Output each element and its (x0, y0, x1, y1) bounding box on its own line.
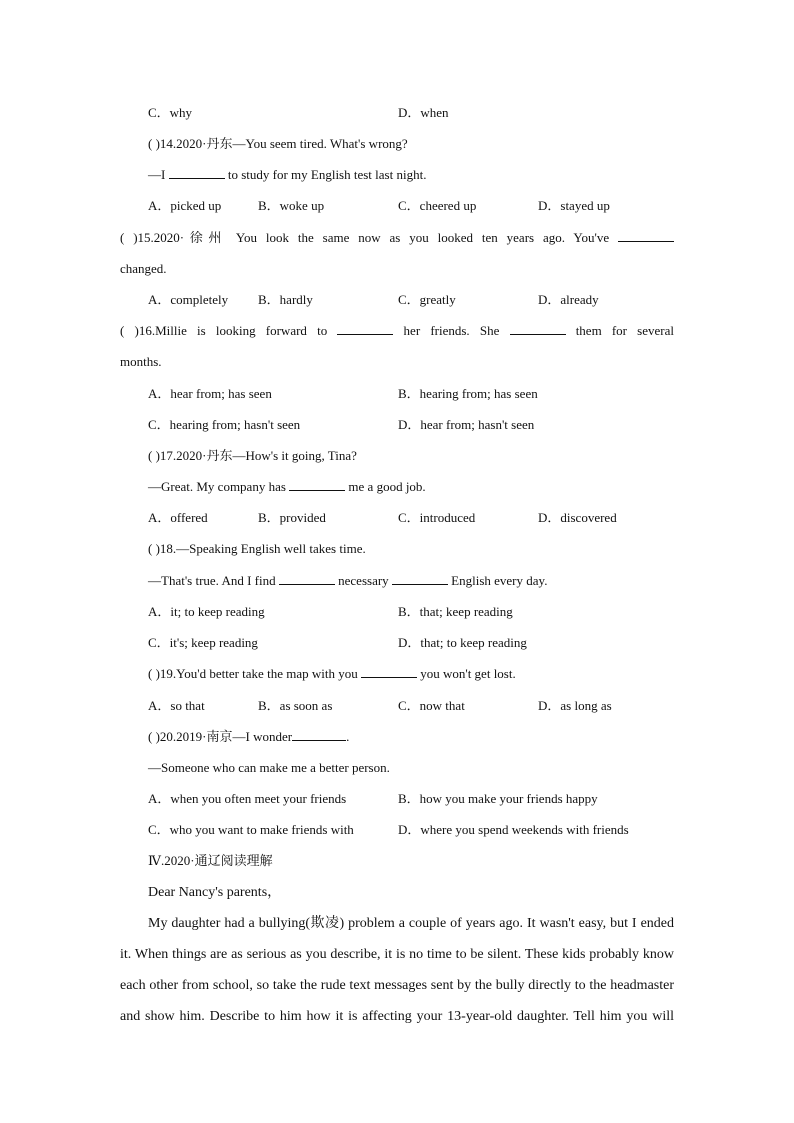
question-15-continued: changed. (120, 261, 167, 276)
question-14-line2 (148, 166, 426, 184)
q16-stem-c: them for several (575, 323, 674, 338)
option-b: B．provided (258, 510, 326, 525)
answer-blank (392, 572, 448, 585)
option-c: C．now that (398, 698, 465, 713)
q16-stem-b: her friends. She (403, 323, 500, 338)
q14-rest: to study for my English test last night. (227, 167, 427, 182)
option-d: D．when (398, 105, 449, 120)
passage-line: and show him. Describe to him how it is affecting your 13-year-old daughter. Tell him you will (120, 1009, 674, 1024)
question-18-stem: ( )18.—Speaking English well takes time. (148, 541, 366, 556)
question-20-line2: —Someone who can make me a better person. (148, 760, 390, 775)
option-a: A．hear from; has seen (148, 386, 272, 401)
question-18-line2 (148, 572, 547, 590)
answer-blank (618, 229, 674, 242)
option-b: B．woke up (258, 198, 325, 213)
answer-blank (292, 728, 346, 741)
option-a: A．when you often meet your friends (148, 791, 347, 806)
question-14-stem: ( )14.2020·丹东—You seem tired. What's wrong? (148, 136, 408, 151)
option-c: C．cheered up (398, 198, 477, 213)
answer-blank (361, 665, 417, 678)
q18-line2-a: —That's true. And I find (148, 573, 276, 588)
q19-stem-a: ( )19.You'd better take the map with you (148, 666, 358, 681)
option-c: C．it's; keep reading (148, 635, 258, 650)
answer-blank (279, 572, 335, 585)
q20-stem-b: . (346, 729, 350, 744)
option-b: B．as soon as (258, 698, 333, 713)
q15-stem-text: ( )15.2020·徐州 You look the same now as you looked ten years ago. You've (120, 230, 610, 245)
option-d: D．hear from; hasn't seen (398, 417, 535, 432)
option-c: C．hearing from; hasn't seen (148, 417, 301, 432)
option-d: D．as long as (538, 698, 612, 713)
option-b: B．how you make your friends happy (398, 791, 598, 806)
answer-blank (289, 478, 345, 491)
option-d: D．stayed up (538, 198, 610, 213)
question-16-stem (120, 322, 674, 340)
question-19-stem (148, 665, 516, 683)
option-b: B．hearing from; has seen (398, 386, 538, 401)
option-b: B．hardly (258, 292, 313, 307)
option-b: B．that; keep reading (398, 604, 513, 619)
letter-greeting: Dear Nancy's parents， (148, 885, 282, 900)
q16-stem-a: ( )16.Millie is looking forward to (120, 323, 328, 338)
option-c: C．greatly (398, 292, 456, 307)
q18-line2-b: necessary (338, 573, 389, 588)
option-a: A．it; to keep reading (148, 604, 265, 619)
option-a: A．offered (148, 510, 208, 525)
passage-line: My daughter had a bullying(欺凌) problem a couple of years ago. It wasn't easy, but I ended (148, 916, 674, 931)
q19-stem-b: you won't get lost. (420, 666, 516, 681)
question-15-stem (120, 229, 674, 247)
option-d: D．where you spend weekends with friends (398, 822, 629, 837)
q20-stem-a: ( )20.2019·南京—I wonder (148, 729, 293, 744)
option-a: A．completely (148, 292, 229, 307)
q17-line2-b: me a good job. (348, 479, 426, 494)
passage-line: it. When things are as serious as you describe, it is no time to be silent. These kids probably know (120, 947, 674, 962)
q14-dash: —I (148, 167, 166, 182)
option-c: C．introduced (398, 510, 476, 525)
passage-line: each other from school, so take the rude text messages sent by the bully directly to the headmaster (120, 978, 674, 993)
answer-blank (337, 322, 393, 335)
option-d: D．discovered (538, 510, 617, 525)
option-c: C．who you want to make friends with (148, 822, 354, 837)
option-d: D．already (538, 292, 599, 307)
question-17-line2 (148, 478, 426, 496)
q18-line2-c: English every day. (451, 573, 548, 588)
option-c: C．why (148, 105, 193, 120)
question-17-stem: ( )17.2020·丹东—How's it going, Tina? (148, 448, 357, 463)
option-a: A．so that (148, 698, 205, 713)
section-heading: Ⅳ.2020·通辽阅读理解 (148, 853, 273, 868)
option-a: A．picked up (148, 198, 222, 213)
answer-blank (169, 166, 225, 179)
answer-blank (510, 322, 566, 335)
question-16-continued: months. (120, 354, 162, 369)
option-d: D．that; to keep reading (398, 635, 527, 650)
q17-line2-a: —Great. My company has (148, 479, 286, 494)
question-20-stem (148, 728, 349, 746)
